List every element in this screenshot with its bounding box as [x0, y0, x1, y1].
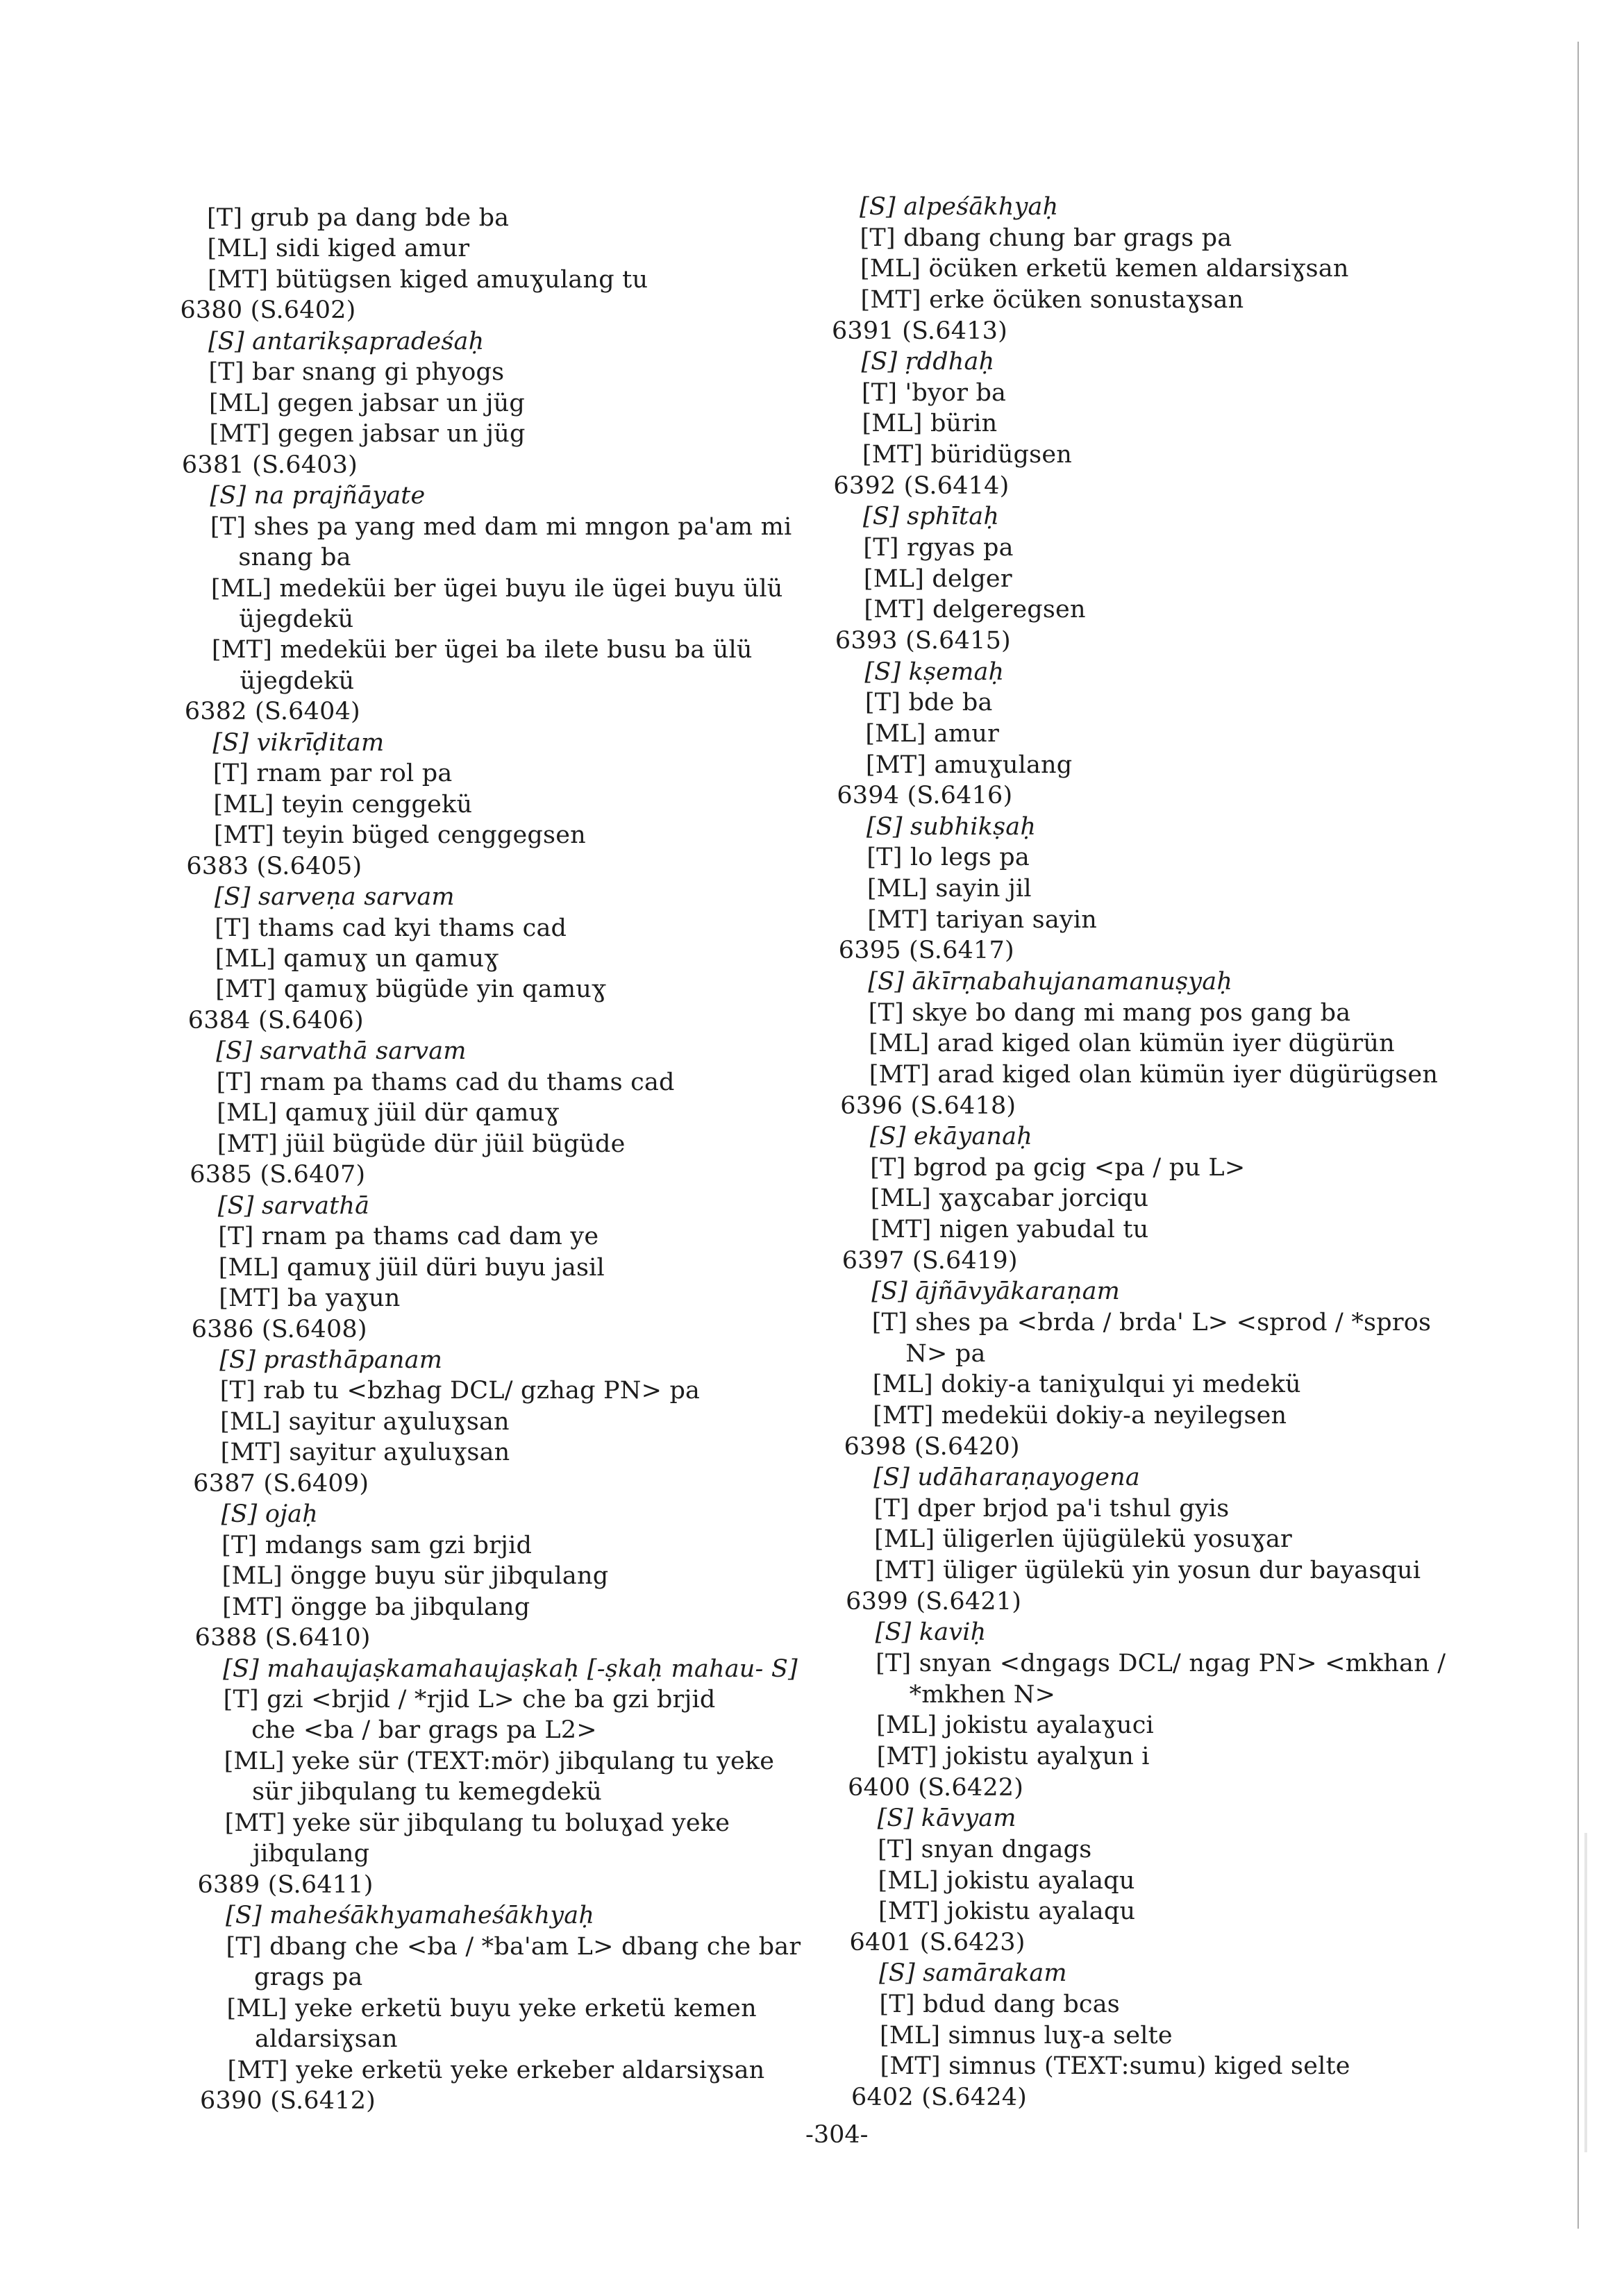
page-number: -304- [805, 2121, 869, 2149]
entry-number: 6402 (S.6424) [851, 2084, 1028, 2111]
entry-line-s: [S] ojaḥ [221, 1500, 318, 1529]
entry-line-ml: [ML] qamuɣ jüil düri buyu jasil [218, 1253, 605, 1282]
entry-line-s: [S] ākīrṇabahujanamanuṣyaḥ [868, 967, 1233, 996]
entry-line-ml: [ML] sayitur aɣuluɣsan [220, 1407, 510, 1436]
entry-line-t: [T] rnam pa thams cad dam ye [218, 1223, 599, 1251]
entry-line-t: [T] rgyas pa [863, 534, 1014, 562]
entry-number: 6393 (S.6415) [835, 626, 1011, 655]
entry-line-t: [T] rab tu <bzhag DCL/ gzhag PN> pa [219, 1377, 701, 1405]
entry-line-t: [T] lo legs pa [867, 844, 1030, 872]
entry-line-s: [S] kāvyam [877, 1804, 1016, 1833]
entry-line-mt: [MT] nigen yabudal tu [871, 1216, 1149, 1244]
entry-line-mt: [MT] delgeregsen [864, 596, 1086, 624]
entry-line-ml: [ML] üligerlen üjügülekü yosuɣar [874, 1525, 1292, 1554]
entry-line-ml: üjegdekü [239, 605, 354, 633]
entry-line-t: *mkhen N> [909, 1680, 1056, 1709]
entry-line-t: [T] gzi <brjid / *rjid L> che ba gzi brjid [223, 1686, 716, 1714]
entry-line-ml: [ML] qamuɣ jüil dür qamuɣ [217, 1099, 560, 1128]
entry-line-s: [S] prasthāpanam [219, 1346, 443, 1374]
entry-line-s: [S] ekāyanaḥ [869, 1123, 1032, 1151]
entry-line-t: [T] dbang che <ba / *ba'am L> dbang che bar [226, 1932, 801, 1961]
entry-line-t: [T] bde ba [864, 689, 993, 717]
entry-line-mt: [MT] yeke sür jibqulang tu boluɣad yeke [224, 1809, 730, 1837]
entry-line-ml: [ML] yeke sür (TEXT:mör) jibqulang tu yeke [224, 1747, 775, 1775]
entry-line-ml: [ML] jokistu ayalaqu [878, 1866, 1135, 1895]
entry-number: 6398 (S.6420) [844, 1432, 1020, 1461]
entry-line-s: [S] mahaujaṣkamahaujaṣkaḥ [-ṣkaḥ mahau- S] [223, 1654, 798, 1683]
entry-number: 6386 (S.6408) [191, 1315, 367, 1343]
entry-line-s: [S] kṣemaḥ [864, 657, 1005, 686]
entry-line-ml: [ML] öngge buyu sür jibqulang [221, 1562, 609, 1591]
entry-line-t: che <ba / bar grags pa L2> [251, 1716, 597, 1745]
entry-line-mt: [MT] ba yaɣun [219, 1284, 401, 1313]
entry-line-t: [T] bar snang gi phyogs [208, 358, 505, 387]
entry-number: 6395 (S.6417) [838, 937, 1014, 965]
entry-line-mt: [MT] medeküi ber ügei ba ilete busu ba ülü [211, 636, 753, 664]
entry-line-ml: [ML] gegen jabsar un jüg [208, 389, 525, 417]
entry-number: 6383 (S.6405) [186, 852, 362, 880]
entry-line-s: [S] sarveṇa sarvam [214, 883, 455, 912]
entry-line-t: [T] bgrod pa gcig <pa / pu L> [870, 1153, 1246, 1182]
entry-number: 6385 (S.6407) [190, 1161, 366, 1189]
entry-number: 6394 (S.6416) [837, 782, 1013, 810]
entry-line-mt: [MT] jüil bügüde dür jüil bügüde [217, 1130, 626, 1158]
entry-line-s: [S] udāharaṇayogena [873, 1464, 1140, 1492]
entry-line-ml: [ML] ɣaɣcabar jorciqu [870, 1184, 1149, 1213]
entry-number: 6400 (S.6422) [848, 1773, 1024, 1802]
entry-line-mt: [MT] jokistu ayalɣun i [876, 1742, 1150, 1770]
entry-number: 6391 (S.6413) [831, 317, 1007, 345]
entry-line-s: [S] antarikṣapradeśaḥ [208, 327, 485, 355]
entry-line-t: [T] bdud dang bcas [879, 1991, 1120, 2019]
entry-line-t: [T] snyan dngags [878, 1835, 1092, 1863]
entry-line-ml: [ML] amur [865, 719, 1000, 748]
entry-line-mt: [MT] bütügsen kiged amuɣulang tu [207, 265, 648, 294]
entry-line-ml: sür jibqulang tu kemegdekü [252, 1778, 602, 1807]
entry-line-s: [S] sarvathā [217, 1191, 370, 1220]
entry-line-mt: [MT] erke öcüken sonustaɣsan [860, 285, 1244, 314]
entry-line-s: [S] na prajñāyate [210, 482, 426, 510]
entry-line-mt: [MT] arad kiged olan kümün iyer dügürügsen [869, 1060, 1439, 1089]
entry-line-t: snang ba [238, 544, 351, 572]
entry-line-mt: [MT] yeke erketü yeke erkeber aldarsiɣsan [227, 2056, 765, 2084]
entry-line-s: [S] sphītaḥ [862, 503, 1000, 531]
entry-line-mt: [MT] amuɣulang [865, 751, 1073, 779]
entry-line-s: [S] ṛddhaḥ [861, 348, 995, 376]
entry-line-mt: [MT] qamuɣ bügüde yin qamuɣ [215, 975, 607, 1004]
entry-number: 6384 (S.6406) [187, 1006, 364, 1034]
entry-number: 6389 (S.6411) [197, 1870, 374, 1899]
entry-number: 6388 (S.6410) [194, 1624, 371, 1652]
entry-line-ml: [ML] dokiy-a taniɣulqui yi medekü [872, 1371, 1301, 1399]
entry-line-t: [T] 'byor ba [861, 378, 1007, 407]
entry-line-ml: [ML] teyin cenggekü [213, 790, 473, 819]
entry-line-mt: [MT] büridügsen [862, 441, 1072, 469]
entry-number: 6392 (S.6414) [833, 471, 1010, 500]
entry-line-mt: [MT] simnus (TEXT:sumu) kiged selte [880, 2052, 1350, 2081]
entry-line-t: [T] shes pa <brda / brda' L> <sprod / *spros [871, 1309, 1432, 1337]
entry-line-ml: [ML] qamuɣ un qamuɣ [215, 945, 499, 973]
entry-line-t: [T] skye bo dang mi mang pos gang ba [868, 998, 1351, 1027]
entry-line-mt: jibqulang [253, 1840, 370, 1868]
entry-line-t: [T] grub pa dang bde ba [207, 204, 510, 232]
entry-line-t: [T] mdangs sam gzi brjid [221, 1531, 533, 1559]
entry-line-ml: [ML] bürin [862, 410, 998, 438]
entry-line-ml: aldarsiɣsan [255, 2025, 398, 2054]
entry-line-t: [T] shes pa yang med dam mi mngon pa'am mi [210, 512, 792, 541]
entry-line-t: [T] rnam pa thams cad du thams cad [216, 1068, 675, 1096]
entry-number: 6382 (S.6404) [184, 698, 360, 726]
entry-line-mt: [MT] öngge ba jibqulang [222, 1593, 530, 1621]
entry-line-mt: [MT] medeküi dokiy-a neyilegsen [873, 1401, 1287, 1430]
entry-line-mt: [MT] gegen jabsar un jüg [209, 420, 526, 449]
entry-line-ml: [ML] medeküi ber ügei buyu ile ügei buyu ülü [210, 574, 783, 603]
entry-line-t: [T] thams cad kyi thams cad [215, 914, 567, 942]
entry-number: 6387 (S.6409) [193, 1469, 369, 1498]
entry-line-s: [S] ājñāvyākaraṇam [871, 1277, 1121, 1306]
scan-edge-shadow [1584, 1833, 1587, 2152]
entry-line-t: [T] snyan <dngags DCL/ ngag PN> <mkhan / [876, 1650, 1446, 1678]
entry-line-s: [S] maheśākhyamaheśākhyaḥ [226, 1902, 595, 1930]
entry-line-t: [T] dper brjod pa'i tshul gyis [873, 1494, 1230, 1523]
entry-number: 6401 (S.6423) [849, 1928, 1026, 1956]
entry-number: 6396 (S.6418) [840, 1091, 1016, 1120]
entry-line-mt: [MT] jokistu ayalaqu [878, 1897, 1136, 1926]
entry-line-ml: [ML] sidi kiged amur [207, 235, 470, 263]
entry-line-mt: üjegdekü [240, 667, 355, 695]
entry-line-t: [T] dbang chung bar grags pa [860, 224, 1232, 252]
entry-number: 6390 (S.6412) [200, 2087, 376, 2115]
entry-line-ml: [ML] delger [863, 564, 1012, 593]
page-edge-divider [1577, 42, 1579, 2229]
entry-number: 6381 (S.6403) [181, 451, 358, 479]
entry-line-mt: [MT] üliger ügülekü yin yosun dur bayasqui [874, 1557, 1421, 1585]
entry-line-t: [T] rnam par rol pa [212, 760, 453, 788]
entry-number: 6399 (S.6421) [846, 1587, 1022, 1616]
entry-line-s: [S] sarvathā sarvam [216, 1037, 467, 1066]
entry-line-mt: [MT] sayitur aɣuluɣsan [220, 1439, 510, 1467]
entry-line-t: N> pa [905, 1339, 986, 1368]
entry-line-s: [S] vikrīḍitam [212, 728, 385, 757]
entry-line-mt: [MT] tariyan sayin [867, 905, 1098, 934]
entry-line-ml: [ML] öcüken erketü kemen aldarsiɣsan [860, 255, 1349, 283]
entry-line-ml: [ML] jokistu ayalaɣuci [876, 1711, 1154, 1740]
entry-line-ml: [ML] sayin jil [867, 875, 1032, 903]
entry-line-ml: [ML] yeke erketü buyu yeke erketü kemen [226, 1994, 757, 2022]
entry-line-s: [S] samārakam [879, 1959, 1067, 1988]
entry-number: 6397 (S.6419) [842, 1246, 1018, 1275]
entry-line-ml: [ML] simnus luɣ-a selte [880, 2021, 1173, 2050]
entry-line-s: [S] alpeśākhyaḥ [860, 193, 1059, 221]
entry-line-t: grags pa [254, 1963, 363, 1992]
entry-line-s: [S] subhikṣaḥ [866, 812, 1037, 841]
entry-line-s: [S] kaviḥ [875, 1618, 987, 1647]
entry-line-mt: [MT] teyin büged cenggegsen [213, 821, 586, 850]
entry-line-ml: [ML] arad kiged olan kümün iyer dügürün [869, 1030, 1395, 1058]
entry-number: 6380 (S.6402) [180, 296, 356, 325]
